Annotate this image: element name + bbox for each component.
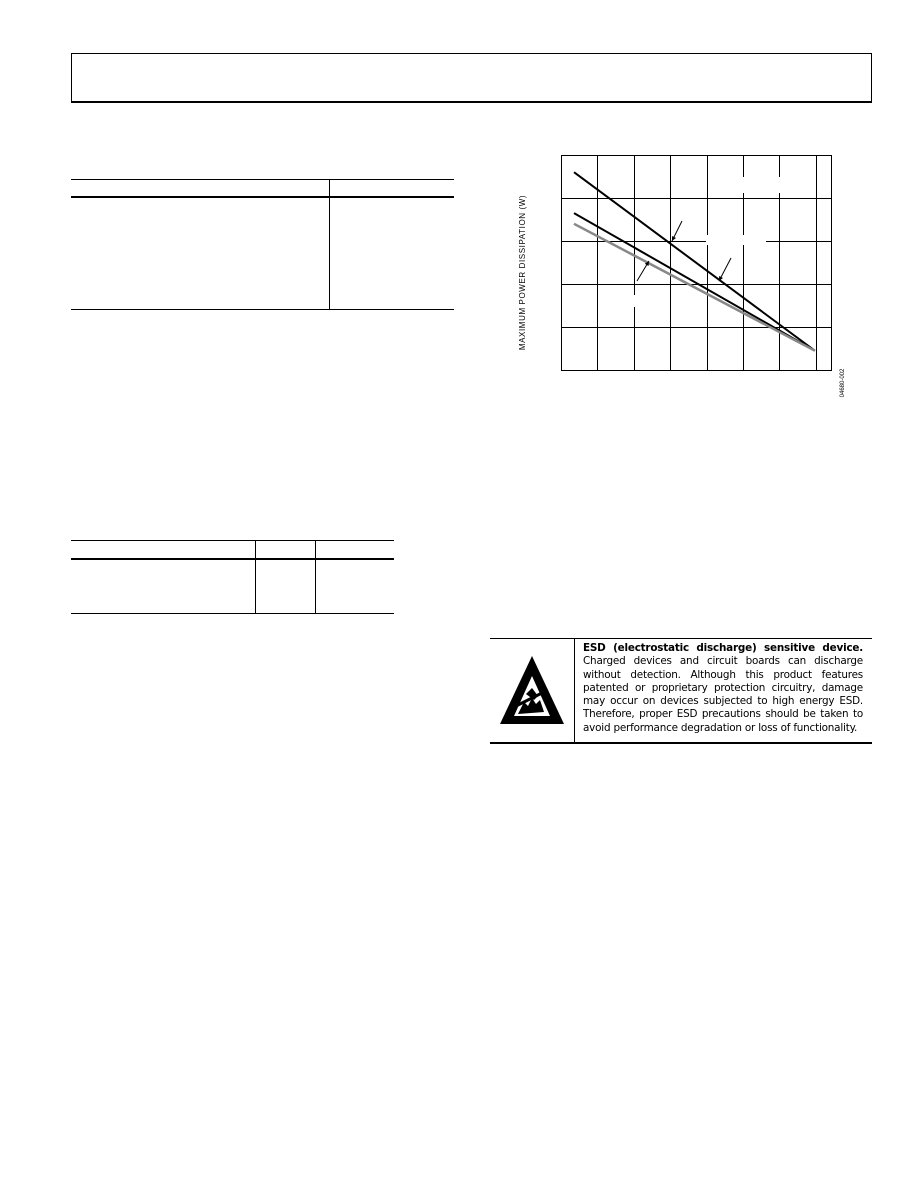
callout-gap-1 xyxy=(740,177,780,193)
power-dissipation-chart xyxy=(510,145,855,405)
esd-line: avoid performance degradation or loss of functionality. xyxy=(583,721,858,734)
table-1-bottom-rule xyxy=(71,309,454,310)
figure-code: 04680-002 xyxy=(840,368,846,398)
esd-line: without detection. Although this product features xyxy=(583,668,863,681)
table-1-header-rule xyxy=(71,196,454,198)
esd-notice xyxy=(490,638,872,744)
esd-line: may occur on devices subjected to high energy ESD. xyxy=(583,695,863,708)
esd-warning-icon xyxy=(498,654,566,726)
callout-gap-3 xyxy=(628,295,668,307)
table-2-top-rule xyxy=(71,540,394,541)
table-2-column-divider-2 xyxy=(315,540,316,614)
series-line-2 xyxy=(574,213,815,351)
y-axis-label: MAXIMUM POWER DISSIPATION (W) xyxy=(518,194,527,351)
esd-title: ESD (electrostatic discharge) sensitive device. xyxy=(583,642,863,654)
table-2-header-rule xyxy=(71,558,394,560)
esd-line: patented or proprietary protection circuitry, damage xyxy=(583,681,863,694)
esd-line: Therefore, proper ESD precautions should be taken to xyxy=(583,708,863,721)
esd-text xyxy=(583,642,863,735)
esd-line: Charged devices and circuit boards can discharge xyxy=(583,655,863,668)
esd-top-rule xyxy=(490,638,872,639)
callout-gap-2 xyxy=(706,235,766,245)
table-1-top-rule xyxy=(71,179,454,180)
table-2-column-divider-1 xyxy=(255,540,256,614)
esd-divider xyxy=(574,638,575,743)
page-header-box xyxy=(71,53,872,103)
series-line-3 xyxy=(574,224,815,351)
table-1-column-divider xyxy=(329,179,330,310)
esd-bottom-rule xyxy=(490,742,872,744)
table-2-bottom-rule xyxy=(71,613,394,614)
